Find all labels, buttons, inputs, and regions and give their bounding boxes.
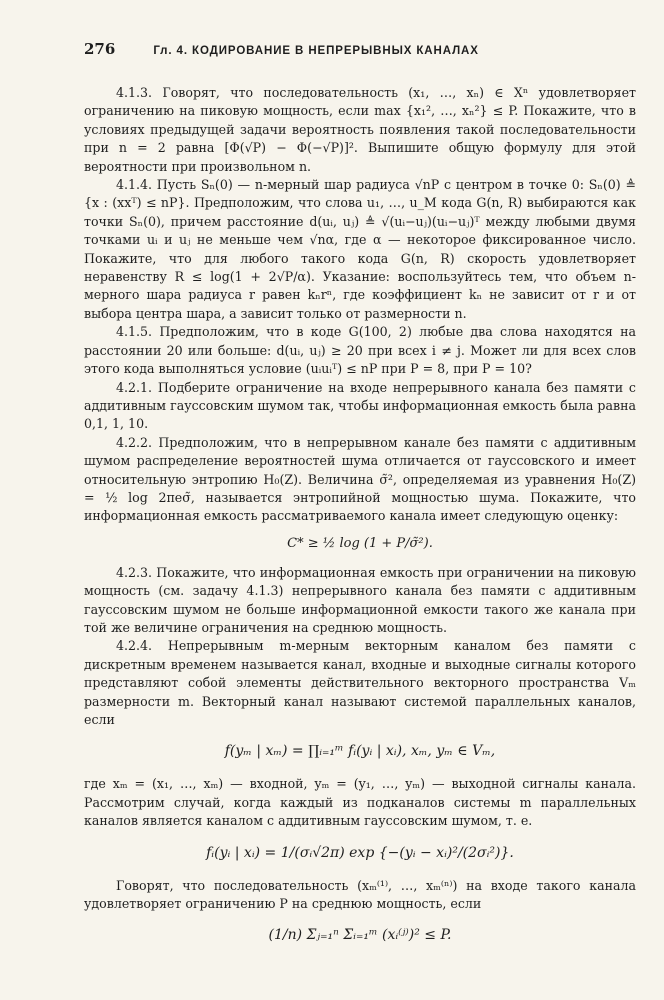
problem-4-2-2: 4.2.2. Предположим, что в непрерывном канале без памяти с аддитивным шумом распределение вероятностей шума отличается от гауссовского и имеет относительную энтропию H₀(Z). Величина σ̃², определяемая из уравнения H₀(Z) = ½ log 2πeσ̃, называется энтропийной мощностью шума. Покажите, что информационная емкость рассматриваемого канала имеет следующую оценку: — [84, 434, 636, 524]
formula-power-constraint: (1/n) Σⱼ₌₁ⁿ Σᵢ₌₁ᵐ (xᵢ⁽ʲ⁾)² ≤ P. — [268, 927, 452, 944]
chapter-title: Гл. 4. КОДИРОВАНИЕ В НЕПРЕРЫВНЫХ КАНАЛАХ — [153, 45, 479, 57]
problem-4-2-1: 4.2.1. Подберите ограничение на входе непрерывного канала без памяти с аддитивным гауссовским шумом так, чтобы информационная емкость была равна 0,1, 1, 10. — [84, 379, 636, 432]
problem-4-1-3: 4.1.3. Говорят, что последовательность (x₁, …, xₙ) ∈ Xⁿ удовлетворяет ограничению на пиковую мощность, если max {x₁², …, xₙ²} ≤ P. Покажите, что в условиях предыдущей задачи вероятность появления такой последовательности при n = 2 равна [Φ(√P) − Φ(−√P)]². Выпишите общую формулу для этой вероятности при произвольном n. — [84, 85, 636, 174]
problem-4-2-3: 4.2.3. Покажите, что информационная емкость при ограничении на пиковую мощность (см. задачу 4.1.3) непрерывного канала без памяти с аддитивным гауссовским шумом не больше информационной емкости такого же канала при той же величине ограничения на среднюю мощность. — [84, 564, 636, 635]
problem-4-2-4-constraint-text: Говорят, что последовательность (xₘ⁽¹⁾, …, xₘ⁽ⁿ⁾) на входе такого канала удовлетворяет ограничению P на среднюю мощность, если — [84, 877, 636, 912]
problem-4-1-5: 4.1.5. Предположим, что в коде G(100, 2) любые два слова находятся на расстоянии 20 или больше: d(uᵢ, uⱼ) ≥ 20 при всех i ≠ j. Может ли для всех слов этого кода выполняться условие (uᵢuᵢᵀ) ≤ nP при P = 8, при P = 10? — [84, 324, 636, 377]
formula-parallel-channels: f(yₘ | xₘ) = ∏ᵢ₌₁ᵐ fᵢ(yᵢ | xᵢ), xₘ, yₘ ∈ Vₘ, — [224, 743, 496, 760]
problem-4-2-4-continued: где xₘ = (x₁, …, xₘ) — входной, yₘ = (y₁, …, yₘ) — выходной сигналы канала. Рассмотрим случай, когда каждый из подканалов системы m параллельных каналов является каналом с аддитивным гауссовским шумом, т. е. — [84, 776, 636, 829]
problem-4-1-4: 4.1.4. Пусть Sₙ(0) — n-мерный шар радиуса √nP с центром в точке 0: Sₙ(0) ≜ {x : (xxᵀ) ≤ nP}. Предположим, что слова u₁, …, u_M кода G(n, R) выбираются как точки Sₙ(0), причем расстояние d(uᵢ, uⱼ) ≜ √(uᵢ−uⱼ)(uᵢ−uⱼ)ᵀ между любыми двумя точками uᵢ и uⱼ не меньше чем √nα, где α — некоторое фиксированное число. Покажите, что для любого такого кода G(n, R) скорость удовлетворяет неравенству R ≤ log(1 + 2√P/α). Указание: воспользуйтесь тем, что объем n-мерного шара радиуса r равен kₙrⁿ, где коэффициент kₙ не зависит от r и от выбора центра шара, а зависит только от размерности n. — [84, 177, 636, 321]
formula-gaussian-density: fᵢ(yᵢ | xᵢ) = 1/(σᵢ√2π) exp {−(yᵢ − xᵢ)²/(2σᵢ²)}. — [206, 844, 514, 861]
page-number: 276 — [84, 40, 116, 58]
book-page — [84, 40, 636, 959]
problem-4-2-4: 4.2.4. Непрерывным m-мерным векторным каналом без памяти с дискретным временем называется канал, входные и выходные сигналы которого представляют собой элементы действительного векторного пространства Vₘ размерности m. Векторный канал называют системой параллельных каналов, если — [84, 638, 636, 727]
page-header — [84, 40, 636, 58]
formula-capacity-bound: C* ≥ ½ log (1 + P/σ̃²). — [287, 535, 433, 551]
